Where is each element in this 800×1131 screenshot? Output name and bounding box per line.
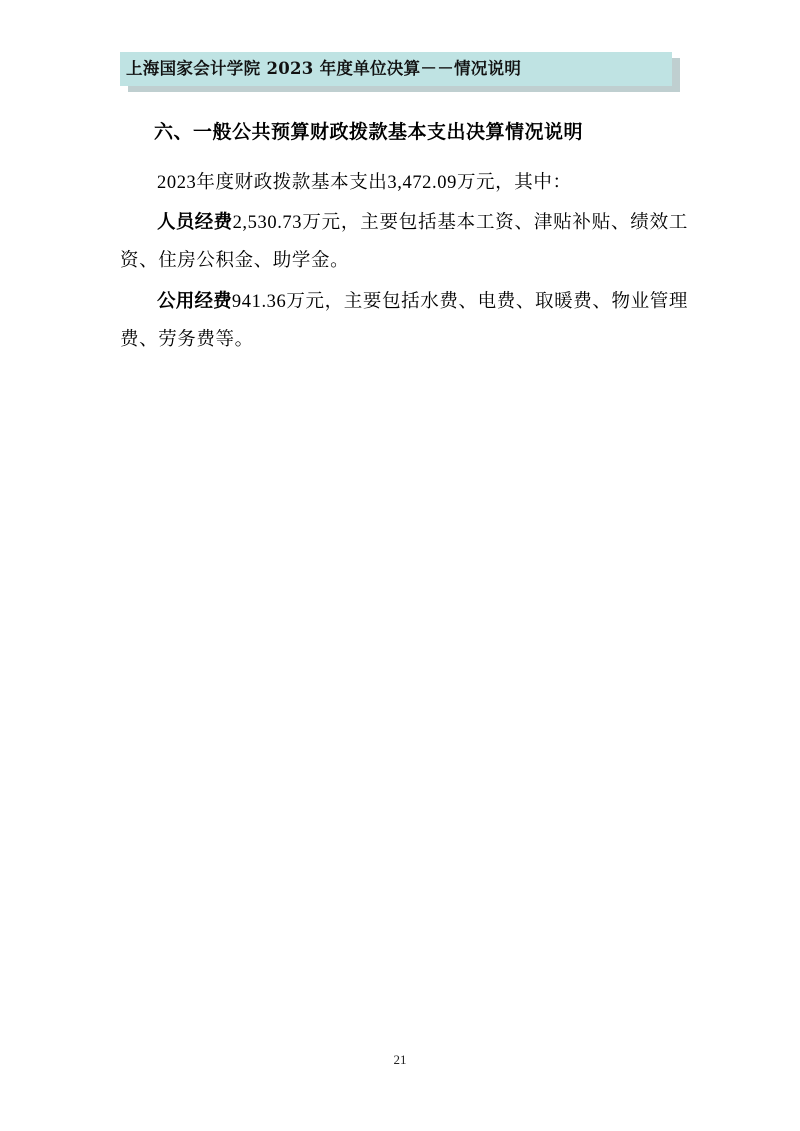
paragraph-text: 2023年度财政拨款基本支出3,472.09万元，其中：: [157, 172, 572, 193]
paragraph-public-expenses: [120, 283, 688, 360]
paragraph-text: 941.36万元，主要包括水费、电费、取暖费、物业管理费、劳务费等。: [120, 292, 688, 351]
page-number: 21: [393, 1052, 407, 1067]
paragraph-basic-expenditure-total: [120, 165, 688, 203]
paragraph-lead-public: 公用经费: [157, 291, 232, 313]
paragraph-text: 2,530.73万元，主要包括基本工资、津贴补贴、绩效工资、住房公积金、助学金。: [120, 213, 688, 272]
page-header-banner: [120, 52, 680, 92]
paragraph-lead-personnel: 人员经费: [157, 212, 233, 234]
paragraph-personnel-expenses: [120, 204, 688, 281]
document-body: [120, 118, 688, 362]
header-title: 上海国家会计学院 2023 年度单位决算－－情况说明: [126, 59, 522, 78]
section-heading: 六、一般公共预算财政拨款基本支出决算情况说明: [154, 121, 584, 143]
